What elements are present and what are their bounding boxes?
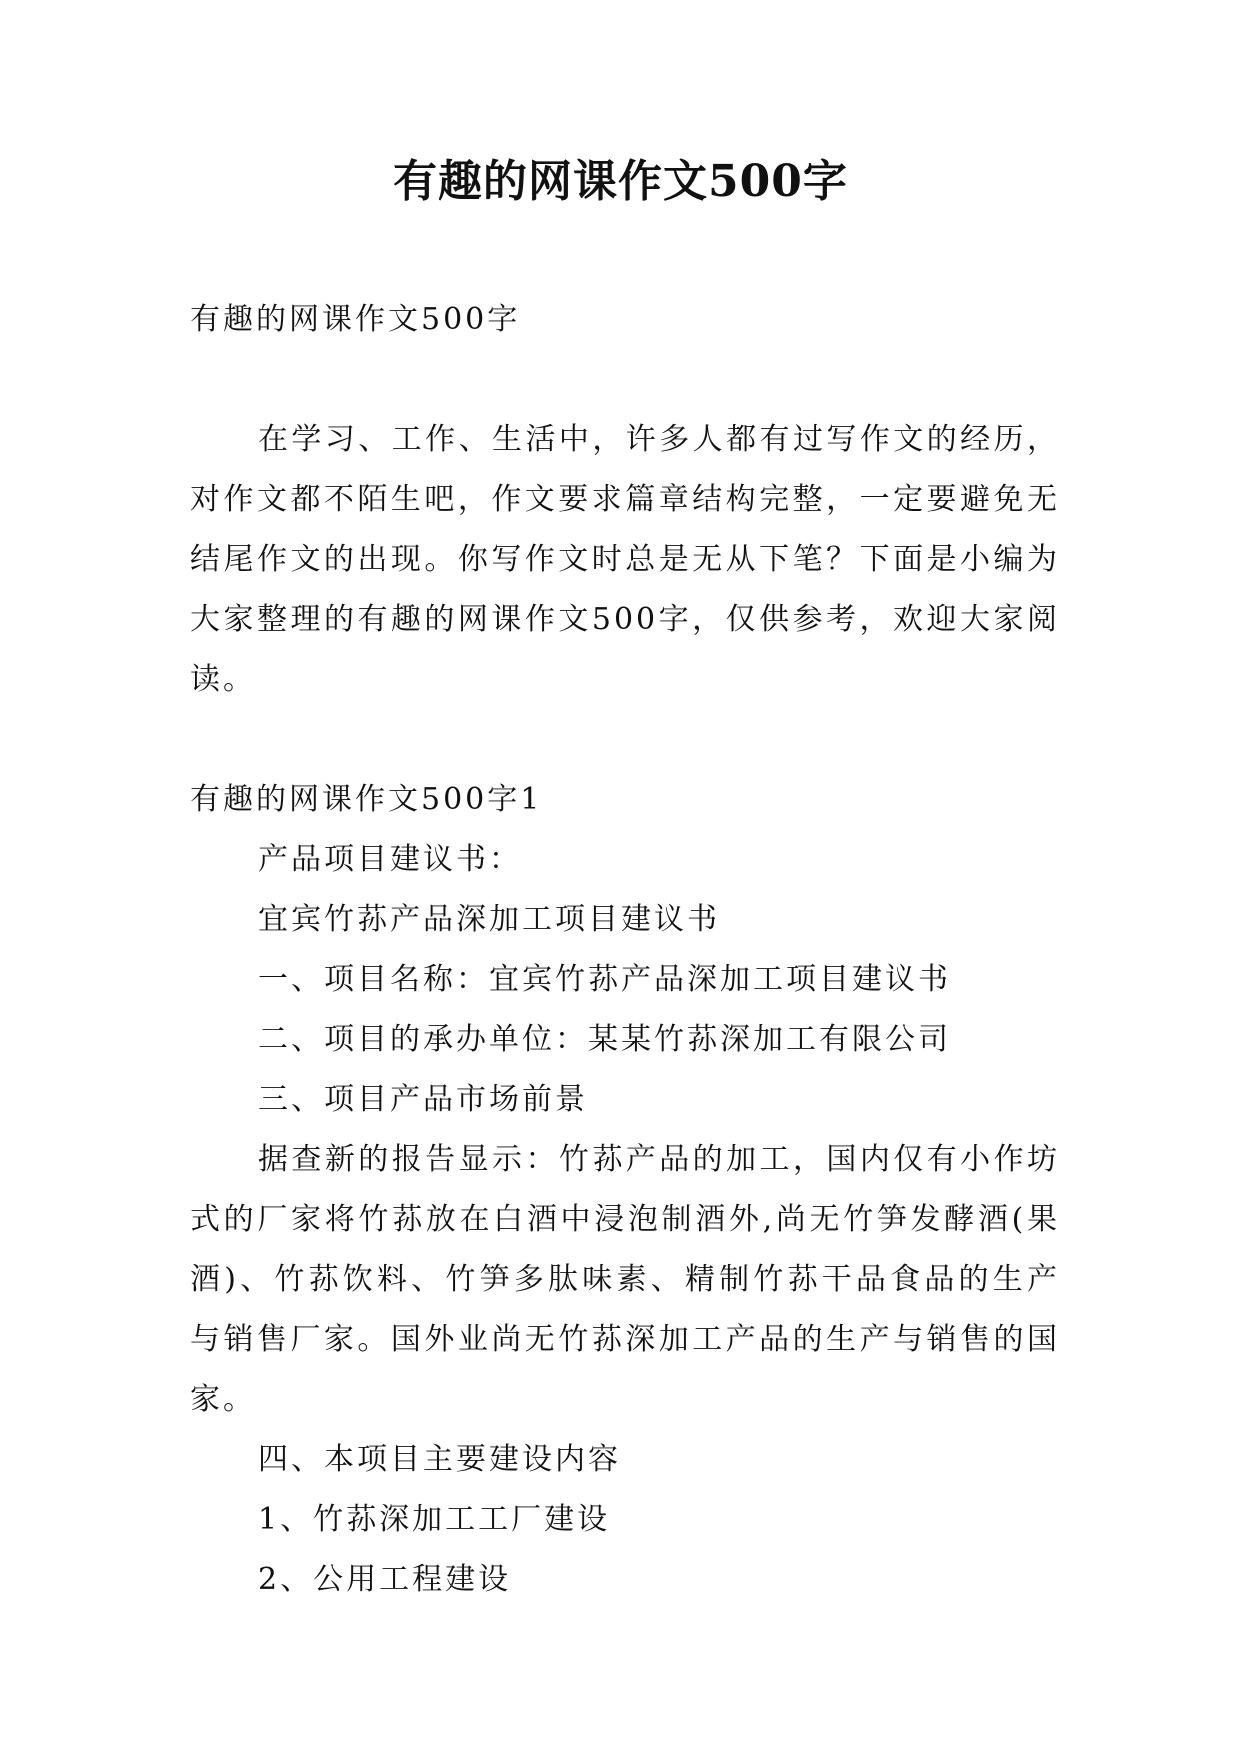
section-heading: 有趣的网课作文500字1: [190, 782, 543, 817]
paragraph: 四、本项目主要建设内容: [258, 1442, 621, 1477]
paragraph: 产品项目建议书：: [258, 842, 522, 877]
subtitle-line: 有趣的网课作文500字: [190, 302, 521, 337]
paragraph: 1、竹荪深加工工厂建设: [258, 1502, 611, 1537]
paragraph: 2、公用工程建设: [258, 1562, 512, 1597]
paragraph: 一、项目名称：宜宾竹荪产品深加工项目建议书: [258, 962, 951, 997]
paragraph: 二、项目的承办单位：某某竹荪深加工有限公司: [258, 1022, 951, 1057]
paragraph: 据查新的报告显示：竹荪产品的加工，国内仅有小作坊式的厂家将竹荪放在白酒中浸泡制酒外,尚无竹笋发酵酒(果酒)、竹荪饮料、竹笋多肽味素、精制竹荪干品食品的生产与销售厂家。国外业尚无竹荪深加工产品的生产与销售的国家。: [190, 1142, 1060, 1417]
intro-paragraph: 在学习、工作、生活中，许多人都有过写作文的经历，对作文都不陌生吧，作文要求篇章结构完整，一定要避免无结尾作文的出现。你写作文时总是无从下笔？下面是小编为大家整理的有趣的网课作文500字，仅供参考，欢迎大家阅读。: [190, 422, 1060, 697]
document-body: [190, 290, 1060, 1610]
paragraph: 三、项目产品市场前景: [258, 1082, 588, 1117]
paragraph: 宜宾竹荪产品深加工项目建议书: [258, 902, 720, 937]
document-title: 有趣的网课作文500字: [393, 156, 848, 207]
